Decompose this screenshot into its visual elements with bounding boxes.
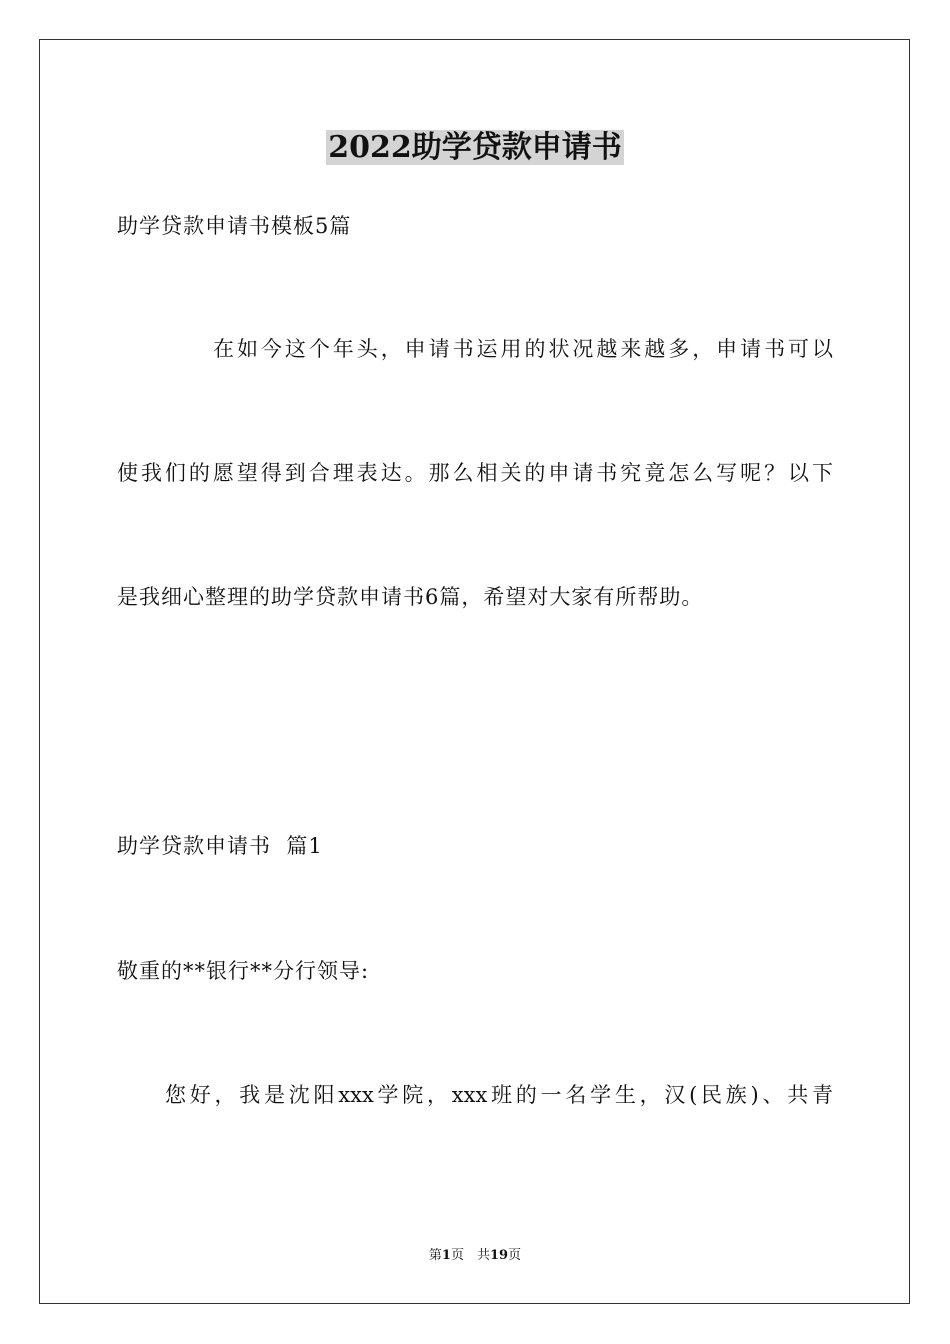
footer-page-suffix: 页 [508,1248,522,1263]
document-subtitle: 助学贷款申请书模板5篇 [117,214,352,238]
intro-line-2: 使我们的愿望得到合理表达。那么相关的申请书究竟怎么写呢？以下 [117,461,833,485]
salutation: 敬重的**银行**分行领导: [117,959,370,983]
footer-page-prefix: 第 [428,1248,442,1263]
body-line: 您好，我是沈阳xxx学院，xxx班的一名学生，汉(民族)、共青 [165,1083,833,1107]
document-title [0,128,950,168]
intro-line-1: 在如今这个年头，申请书运用的状况越来越多，申请书可以 [213,337,833,361]
footer-page-mid: 页 共 [450,1248,490,1263]
document-title-text: 2022助学贷款申请书 [328,130,622,165]
section-heading: 助学贷款申请书 篇1 [117,834,323,858]
intro-line-3: 是我细心整理的助学贷款申请书6篇，希望对大家有所帮助。 [117,585,704,609]
footer-page-total: 19 [489,1248,509,1263]
footer-page-current: 1 [441,1248,451,1263]
page-footer [0,1247,950,1265]
